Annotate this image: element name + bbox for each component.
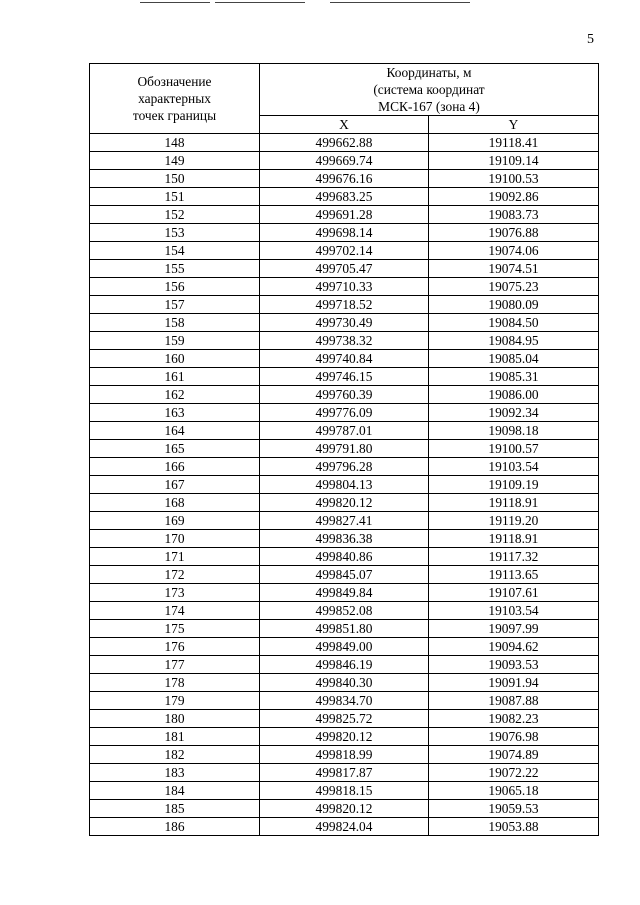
x-coordinate-cell: 499851.80 <box>260 620 429 638</box>
point-number-cell: 158 <box>90 314 260 332</box>
point-number-cell: 150 <box>90 170 260 188</box>
table-row <box>90 800 599 818</box>
y-coordinate-cell: 19100.53 <box>429 170 599 188</box>
point-number-cell: 170 <box>90 530 260 548</box>
point-number-cell: 173 <box>90 584 260 602</box>
coordinates-group-header: Координаты, м (система координат МСК-167 (зона 4) <box>260 64 599 116</box>
point-number-cell: 185 <box>90 800 260 818</box>
table-row <box>90 386 599 404</box>
table-row <box>90 296 599 314</box>
x-coordinate-cell: 499760.39 <box>260 386 429 404</box>
point-number-cell: 176 <box>90 638 260 656</box>
x-coordinate-cell: 499818.15 <box>260 782 429 800</box>
x-coordinate-cell: 499691.28 <box>260 206 429 224</box>
table-row <box>90 530 599 548</box>
x-coordinate-cell: 499702.14 <box>260 242 429 260</box>
table-row <box>90 404 599 422</box>
table-row <box>90 548 599 566</box>
x-coordinate-cell: 499718.52 <box>260 296 429 314</box>
x-coordinate-cell: 499820.12 <box>260 494 429 512</box>
x-coordinate-cell: 499836.38 <box>260 530 429 548</box>
table-row <box>90 620 599 638</box>
x-coordinate-cell: 499738.32 <box>260 332 429 350</box>
table-row <box>90 350 599 368</box>
point-number-cell: 151 <box>90 188 260 206</box>
x-coordinate-cell: 499820.12 <box>260 800 429 818</box>
point-number-cell: 154 <box>90 242 260 260</box>
x-coordinate-cell: 499787.01 <box>260 422 429 440</box>
point-number-cell: 153 <box>90 224 260 242</box>
table-header <box>90 64 599 134</box>
table-row <box>90 422 599 440</box>
y-coordinate-cell: 19103.54 <box>429 602 599 620</box>
y-coordinate-cell: 19097.99 <box>429 620 599 638</box>
y-coordinate-cell: 19119.20 <box>429 512 599 530</box>
point-number-cell: 166 <box>90 458 260 476</box>
table-row <box>90 764 599 782</box>
y-coordinate-cell: 19076.98 <box>429 728 599 746</box>
point-number-cell: 165 <box>90 440 260 458</box>
point-number-cell: 161 <box>90 368 260 386</box>
y-coordinate-cell: 19107.61 <box>429 584 599 602</box>
y-coordinate-cell: 19092.86 <box>429 188 599 206</box>
table-row <box>90 710 599 728</box>
y-coordinate-cell: 19109.14 <box>429 152 599 170</box>
scan-edge-line-3 <box>330 2 470 3</box>
point-number-cell: 182 <box>90 746 260 764</box>
point-number-cell: 181 <box>90 728 260 746</box>
point-number-cell: 149 <box>90 152 260 170</box>
y-coordinate-cell: 19117.32 <box>429 548 599 566</box>
table-row <box>90 728 599 746</box>
table-row <box>90 512 599 530</box>
y-coordinate-cell: 19059.53 <box>429 800 599 818</box>
point-number-cell: 156 <box>90 278 260 296</box>
y-coordinate-cell: 19082.23 <box>429 710 599 728</box>
point-number-cell: 163 <box>90 404 260 422</box>
point-number-cell: 180 <box>90 710 260 728</box>
y-coordinate-cell: 19074.89 <box>429 746 599 764</box>
table-row <box>90 134 599 152</box>
x-coordinate-cell: 499776.09 <box>260 404 429 422</box>
x-coordinate-cell: 499834.70 <box>260 692 429 710</box>
point-number-cell: 179 <box>90 692 260 710</box>
table-row <box>90 332 599 350</box>
point-number-cell: 172 <box>90 566 260 584</box>
coordinates-table <box>89 63 599 836</box>
scan-edge-line-2 <box>215 2 305 3</box>
point-number-cell: 168 <box>90 494 260 512</box>
y-coordinate-cell: 19085.04 <box>429 350 599 368</box>
x-coordinate-cell: 499710.33 <box>260 278 429 296</box>
point-number-cell: 160 <box>90 350 260 368</box>
table-row <box>90 584 599 602</box>
table-row <box>90 746 599 764</box>
table-row <box>90 188 599 206</box>
y-coordinate-cell: 19098.18 <box>429 422 599 440</box>
table-row <box>90 440 599 458</box>
x-coordinate-cell: 499676.16 <box>260 170 429 188</box>
x-coordinate-cell: 499827.41 <box>260 512 429 530</box>
table-row <box>90 260 599 278</box>
table-row <box>90 494 599 512</box>
x-column-header: X <box>260 116 429 134</box>
table-row <box>90 674 599 692</box>
x-coordinate-cell: 499849.00 <box>260 638 429 656</box>
x-coordinate-cell: 499740.84 <box>260 350 429 368</box>
table-row <box>90 152 599 170</box>
y-coordinate-cell: 19118.91 <box>429 494 599 512</box>
y-coordinate-cell: 19084.50 <box>429 314 599 332</box>
x-coordinate-cell: 499849.84 <box>260 584 429 602</box>
table-body <box>90 134 599 836</box>
y-coordinate-cell: 19084.95 <box>429 332 599 350</box>
point-number-cell: 184 <box>90 782 260 800</box>
point-number-cell: 162 <box>90 386 260 404</box>
x-coordinate-cell: 499705.47 <box>260 260 429 278</box>
point-number-cell: 148 <box>90 134 260 152</box>
x-coordinate-cell: 499818.99 <box>260 746 429 764</box>
table-row <box>90 368 599 386</box>
y-coordinate-cell: 19103.54 <box>429 458 599 476</box>
x-coordinate-cell: 499817.87 <box>260 764 429 782</box>
point-number-cell: 155 <box>90 260 260 278</box>
table-row <box>90 242 599 260</box>
table-row <box>90 818 599 836</box>
y-coordinate-cell: 19074.06 <box>429 242 599 260</box>
y-coordinate-cell: 19113.65 <box>429 566 599 584</box>
y-coordinate-cell: 19094.62 <box>429 638 599 656</box>
point-number-cell: 178 <box>90 674 260 692</box>
table-row <box>90 206 599 224</box>
y-coordinate-cell: 19100.57 <box>429 440 599 458</box>
x-coordinate-cell: 499846.19 <box>260 656 429 674</box>
table-row <box>90 170 599 188</box>
table-row <box>90 692 599 710</box>
point-number-cell: 183 <box>90 764 260 782</box>
table-row <box>90 566 599 584</box>
table-row <box>90 782 599 800</box>
y-coordinate-cell: 19118.91 <box>429 530 599 548</box>
x-coordinate-cell: 499824.04 <box>260 818 429 836</box>
y-coordinate-cell: 19087.88 <box>429 692 599 710</box>
x-coordinate-cell: 499669.74 <box>260 152 429 170</box>
x-coordinate-cell: 499698.14 <box>260 224 429 242</box>
y-coordinate-cell: 19091.94 <box>429 674 599 692</box>
y-coordinate-cell: 19109.19 <box>429 476 599 494</box>
point-designation-header: Обозначение характерных точек границы <box>90 64 260 134</box>
table-row <box>90 638 599 656</box>
table-row <box>90 602 599 620</box>
y-coordinate-cell: 19118.41 <box>429 134 599 152</box>
point-number-cell: 152 <box>90 206 260 224</box>
point-number-cell: 171 <box>90 548 260 566</box>
x-coordinate-cell: 499683.25 <box>260 188 429 206</box>
x-coordinate-cell: 499840.86 <box>260 548 429 566</box>
x-coordinate-cell: 499845.07 <box>260 566 429 584</box>
x-coordinate-cell: 499820.12 <box>260 728 429 746</box>
table-row <box>90 278 599 296</box>
x-coordinate-cell: 499796.28 <box>260 458 429 476</box>
point-number-cell: 177 <box>90 656 260 674</box>
x-coordinate-cell: 499730.49 <box>260 314 429 332</box>
y-coordinate-cell: 19092.34 <box>429 404 599 422</box>
point-number-cell: 157 <box>90 296 260 314</box>
y-coordinate-cell: 19053.88 <box>429 818 599 836</box>
point-number-cell: 164 <box>90 422 260 440</box>
table-row <box>90 656 599 674</box>
table-row <box>90 476 599 494</box>
x-coordinate-cell: 499746.15 <box>260 368 429 386</box>
table-row <box>90 314 599 332</box>
x-coordinate-cell: 499662.88 <box>260 134 429 152</box>
page-number: 5 <box>587 32 594 47</box>
x-coordinate-cell: 499791.80 <box>260 440 429 458</box>
point-number-cell: 167 <box>90 476 260 494</box>
table-row <box>90 224 599 242</box>
y-coordinate-cell: 19080.09 <box>429 296 599 314</box>
x-coordinate-cell: 499825.72 <box>260 710 429 728</box>
y-coordinate-cell: 19072.22 <box>429 764 599 782</box>
scan-edge-line-1 <box>140 2 210 3</box>
point-number-cell: 169 <box>90 512 260 530</box>
y-coordinate-cell: 19074.51 <box>429 260 599 278</box>
point-number-cell: 159 <box>90 332 260 350</box>
point-number-cell: 175 <box>90 620 260 638</box>
y-coordinate-cell: 19085.31 <box>429 368 599 386</box>
point-number-cell: 174 <box>90 602 260 620</box>
x-coordinate-cell: 499804.13 <box>260 476 429 494</box>
y-coordinate-cell: 19065.18 <box>429 782 599 800</box>
y-column-header: Y <box>429 116 599 134</box>
y-coordinate-cell: 19093.53 <box>429 656 599 674</box>
x-coordinate-cell: 499840.30 <box>260 674 429 692</box>
y-coordinate-cell: 19083.73 <box>429 206 599 224</box>
y-coordinate-cell: 19075.23 <box>429 278 599 296</box>
point-number-cell: 186 <box>90 818 260 836</box>
x-coordinate-cell: 499852.08 <box>260 602 429 620</box>
table-row <box>90 458 599 476</box>
y-coordinate-cell: 19086.00 <box>429 386 599 404</box>
y-coordinate-cell: 19076.88 <box>429 224 599 242</box>
